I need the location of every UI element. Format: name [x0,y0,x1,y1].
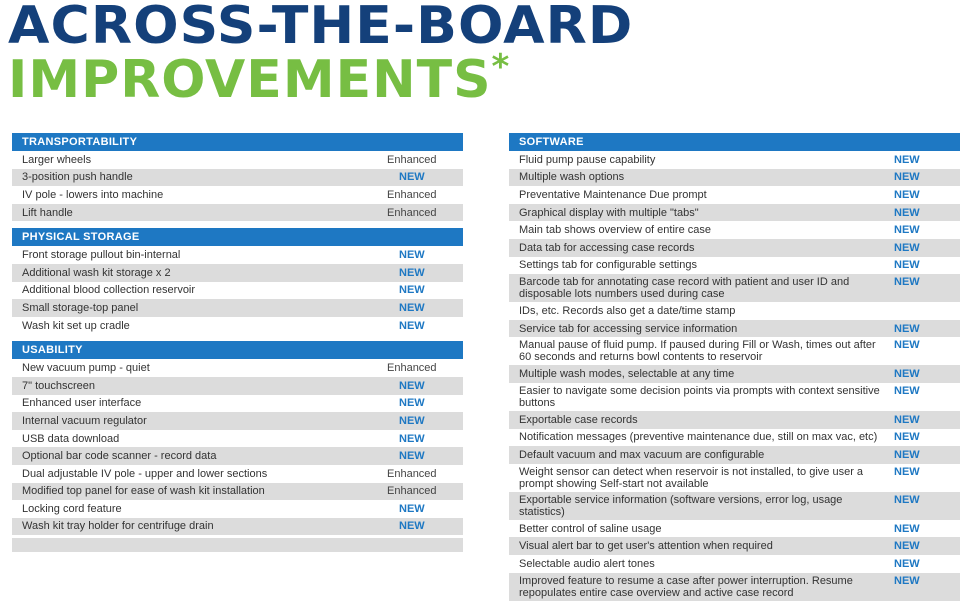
table-row [12,447,463,465]
left-column [12,133,463,552]
table-row [12,412,463,430]
table-row [12,395,463,413]
feature-label: USB data download [22,432,120,445]
status-new-badge: NEW [894,171,920,184]
status-new-badge: NEW [894,224,920,237]
table-row [509,337,960,365]
feature-label: Locking cord feature [22,502,122,515]
feature-label: Visual alert bar to get user's attention when required [519,540,773,553]
status-new-badge: NEW [894,431,920,444]
table-row [12,359,463,377]
section-header-software: SOFTWARE [509,133,960,151]
status-label: Enhanced [387,206,437,219]
feature-label: Exportable case records [519,413,638,426]
table-row [509,383,960,411]
status-new-badge: NEW [894,384,920,397]
status-label: Enhanced [387,153,437,166]
table-row [12,483,463,501]
table-row [509,365,960,383]
feature-label: Manual pause of fluid pump. If paused during Fill or Wash, times out after 60 seconds and returns bowl contents to reservoir [519,339,876,364]
status-new-badge: NEW [894,322,920,335]
feature-label: Service tab for accessing service information [519,322,738,335]
status-new-badge: NEW [894,574,920,587]
feature-label: Multiple wash options [519,171,625,184]
feature-label: IV pole - lowers into machine [22,188,164,201]
table-row [509,274,960,302]
bottom-bar [12,538,463,552]
feature-label: Selectable audio alert tones [519,557,655,570]
table-row [509,492,960,520]
table-row [12,246,463,264]
feature-label: Multiple wash modes, selectable at any time [519,368,735,381]
feature-label: Lift handle [22,206,73,219]
table-row [12,264,463,282]
feature-label: Enhanced user interface [22,397,142,410]
status-new-badge: NEW [894,413,920,426]
status-new-badge: NEW [399,171,425,184]
feature-label: Data tab for accessing case records [519,241,695,254]
feature-label: Dual adjustable IV pole - upper and lower sections [22,467,268,480]
feature-label: Internal vacuum regulator [22,414,147,427]
section-spacer [12,334,463,341]
section-header-physical-storage: PHYSICAL STORAGE [12,228,463,246]
status-new-badge: NEW [399,284,425,297]
table-row [509,257,960,275]
feature-label: Easier to navigate some decision points via prompts with context sensitive buttons [519,384,880,409]
status-new-badge: NEW [894,241,920,254]
status-new-badge: NEW [399,414,425,427]
status-new-badge: NEW [399,249,425,262]
table-row [12,317,463,335]
feature-label: Better control of saline usage [519,522,662,535]
status-new-badge: NEW [399,432,425,445]
feature-label: 7" touchscreen [22,379,96,392]
status-label: Enhanced [387,485,437,498]
feature-label: Modified top panel for ease of wash kit installation [22,485,265,498]
table-row [509,302,960,320]
title-line-2 [8,47,615,110]
feature-label: Fluid pump pause capability [519,153,656,166]
status-new-badge: NEW [894,493,920,506]
section-header-usability: USABILITY [12,341,463,359]
feature-label: Exportable service information (software versions, error log, usage statistics) [519,493,843,518]
table-row [12,518,463,536]
page-title [8,0,634,110]
table-row [509,446,960,464]
title-line-1: ACROSS-THE-BOARD [8,0,634,56]
feature-label: Default vacuum and max vacuum are configurable [519,448,765,461]
feature-label: Front storage pullout bin-internal [22,249,181,262]
status-new-badge: NEW [894,259,920,272]
status-new-badge: NEW [894,465,920,478]
table-row [12,169,463,187]
feature-label: Optional bar code scanner - record data [22,450,217,463]
feature-label: Main tab shows overview of entire case [519,224,711,237]
right-column [509,133,960,601]
status-new-badge: NEW [894,153,920,166]
status-label: Enhanced [387,467,437,480]
feature-label: IDs, etc. Records also get a date/time stamp [519,304,736,317]
table-row [12,282,463,300]
table-row [12,299,463,317]
table-row [12,430,463,448]
feature-label: Improved feature to resume a case after power interruption. Resume repopulates entire case overview and active case record [519,574,853,599]
status-new-badge: NEW [399,266,425,279]
status-new-badge: NEW [894,339,920,352]
table-row [509,555,960,573]
table-row [509,151,960,169]
feature-label: Preventative Maintenance Due prompt [519,188,707,201]
table-row [509,537,960,555]
status-new-badge: NEW [894,188,920,201]
table-row [509,221,960,239]
status-new-badge: NEW [894,206,920,219]
status-new-badge: NEW [399,502,425,515]
table-row [509,169,960,187]
status-new-badge: NEW [399,301,425,314]
feature-label: Additional blood collection reservoir [22,284,196,297]
feature-label: 3-position push handle [22,171,133,184]
feature-label: Settings tab for configurable settings [519,259,697,272]
status-label: Enhanced [387,188,437,201]
title-asterisk: * [491,47,511,87]
table-row [12,500,463,518]
feature-label: Additional wash kit storage x 2 [22,266,171,279]
status-new-badge: NEW [894,368,920,381]
table-row [509,186,960,204]
feature-label: Small storage-top panel [22,301,139,314]
feature-label: Larger wheels [22,153,92,166]
status-new-badge: NEW [399,520,425,533]
feature-label: Barcode tab for annotating case record with patient and user ID and disposable lots numbers used during case [519,276,850,301]
table-row [509,411,960,429]
status-new-badge: NEW [894,540,920,553]
status-new-badge: NEW [894,276,920,289]
title-line-2-text: IMPROVEMENTS [8,50,492,110]
section-spacer [12,221,463,228]
table-row [12,204,463,222]
status-new-badge: NEW [399,397,425,410]
table-row [509,204,960,222]
table-row [509,464,960,492]
feature-label: New vacuum pump - quiet [22,362,150,375]
table-row [12,186,463,204]
table-row [12,151,463,169]
status-label: Enhanced [387,362,437,375]
table-row [509,429,960,447]
table-row [12,377,463,395]
status-new-badge: NEW [894,448,920,461]
section-header-transportability: TRANSPORTABILITY [12,133,463,151]
table-row [509,239,960,257]
status-new-badge: NEW [894,557,920,570]
status-new-badge: NEW [399,319,425,332]
feature-label: Wash kit tray holder for centrifuge drain [22,520,214,533]
feature-label: Wash kit set up cradle [22,319,130,332]
table-row [509,573,960,601]
table-row [509,320,960,338]
table-row [509,520,960,538]
status-new-badge: NEW [399,379,425,392]
feature-label: Notification messages (preventive maintenance due, still on max vac, etc) [519,431,878,444]
feature-label: Graphical display with multiple "tabs" [519,206,699,219]
status-new-badge: NEW [399,450,425,463]
feature-label: Weight sensor can detect when reservoir is not installed, to give user a prompt showing Self-start not available [519,465,864,490]
status-new-badge: NEW [894,522,920,535]
table-row [12,465,463,483]
